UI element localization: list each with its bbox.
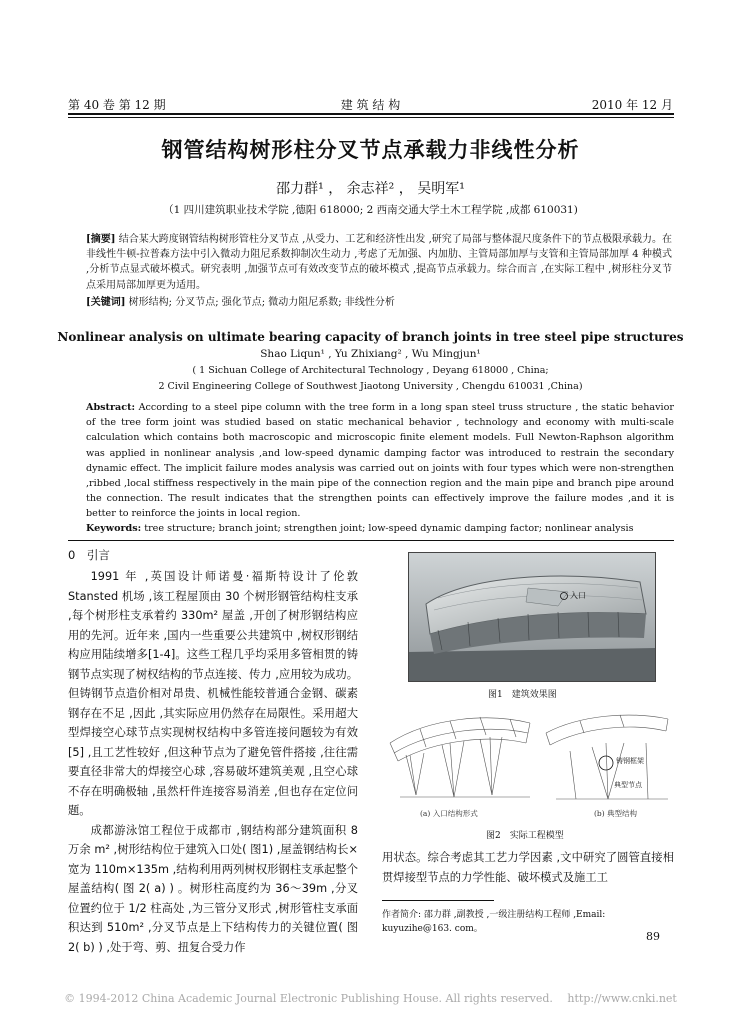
keywords-cn bbox=[86, 293, 672, 308]
body-paragraph-3: 用状态。综合考虑其工艺力学因素 ,文中研究了圆管直接相贯焊接型节点的力学性能、破坏模式及施工工 bbox=[382, 851, 674, 884]
copyright-notice: © 1994-2012 China Academic Journal Electronic Publishing House. All rights reserved. http://www.cnki.net bbox=[64, 992, 677, 1005]
keywords-en-text: tree structure; branch joint; strengthen joint; low-speed dynamic damping factor; nonlinear analysis bbox=[144, 523, 634, 534]
author-footnote: 作者简介: 邵力群 ,副教授 ,一级注册结构工程师 ,Email: kuyuzihe@163. com。 bbox=[382, 910, 606, 934]
body-left-column bbox=[68, 567, 358, 957]
english-title: Nonlinear analysis on ultimate bearing capacity of branch joints in tree steel pipe structures bbox=[57, 330, 684, 344]
figure-1-rendering bbox=[408, 552, 656, 682]
affiliation: （1 四川建筑职业技术学院 ,德阳 618000; 2 西南交通大学土木工程学院 ,成都 610031) bbox=[163, 204, 578, 216]
figure-2-caption: 图2 实际工程模型 bbox=[486, 831, 564, 841]
abstract-en-label: Abstract: bbox=[86, 402, 136, 413]
figure-2-model bbox=[380, 703, 674, 807]
fig2-typical-joint-label: 典型节点 bbox=[614, 781, 642, 789]
english-authors: Shao Liqun¹ , Yu Zhixiang² , Wu Mingjun¹ bbox=[260, 348, 481, 360]
paper-title: 钢管结构树形柱分叉节点承载力非线性分析 bbox=[161, 138, 580, 162]
body-paragraph-1: 1991 年 ,英国设计师诺曼·福斯特设计了伦敦 Stansted 机场 ,该工程屋顶由 30 个树形钢管结构柱支承 ,每个树形柱支承着约 330m² 屋盖 ,开创了树形钢结构应用的先河。近年来 ,国内一些重要公共建筑中 ,树权形钢结构应用陆续增多[1-4]。这些工程几乎均采用多管相贯的铸钢节点实现了树权结构的节点连接、传力 ,应用较为成功。但铸钢节点造价相对昂贵、机械性能较普通合金钢、碳素钢存在不足 ,因此 ,其实际应用仍然存在局限性。采用超大型焊接空心球节点实现树权结构中多管连接问题较为有效[5] ,且工艺性较好 ,但这种节点为了避免管件搭接 ,往往需要直径非常大的焊接空心球 ,容易破坏建筑美观 ,且空心球不存在明确极轴 ,虽然杆件连接容易消差 ,但也存在定位问题。 bbox=[68, 570, 358, 817]
keywords-en-label: Keywords: bbox=[86, 523, 142, 534]
keywords-cn-label: [关键词] bbox=[86, 297, 126, 308]
body-paragraph-2: 成都游泳馆工程位于成都市 ,钢结构部分建筑面积 8 万余 m² ,树形结构位于建筑入口处( 图1) ,屋盖钢结构长×宽为 110m×135m ,结构利用两列树权形钢柱支承起整个屋盖结构( 图 2( a) ) 。树形柱高度约为 36～39m ,分叉位置约位于 1/2 柱高处 ,为三管分叉形式 ,树形管柱支承面积达到 510m² ,分叉节点是上下结构传力的关键位置( 图 2( b) ) ,处于弯、剪、扭复合受力作 bbox=[68, 823, 358, 954]
page-number: 89 bbox=[646, 930, 660, 943]
figure-2a-subcaption: (a) 入口结构形式 bbox=[420, 809, 478, 818]
header-date: 2010 年 12 月 bbox=[591, 98, 673, 112]
body-right-column bbox=[382, 848, 674, 887]
english-affiliation-1: ( 1 Sichuan College of Architectural Technology , Deyang 618000 , China; bbox=[192, 365, 549, 376]
typical-joint-marker-icon bbox=[599, 756, 613, 770]
header-volume: 第 40 卷 第 12 期 bbox=[68, 98, 166, 112]
figure-2b-subcaption: (b) 典型结构 bbox=[594, 809, 638, 818]
section-heading-introduction: 0 引言 bbox=[68, 548, 110, 562]
abstract-cn-text: 结合某大跨度钢管结构树形管柱分叉节点 ,从受力、工艺和经济性出发 ,研究了局部与整体混尺度条件下的节点极限承载力。在非线性牛顿-拉普森方法中引入微动力阻尼系数抑制次生动力 ,考虑了无加强、内加肋、主管局部加厚与支管和主管局部加厚 4 种模式 ,分析节点显式破坏模式。研究表明 ,加强节点可有效改变节点的破坏模式 ,提高节点承载力。综合而言 ,在实际工程中 ,树形柱分叉节点采用局部加厚更为适用。 bbox=[86, 234, 673, 291]
abstract-cn bbox=[86, 232, 672, 293]
header-journal: 建 筑 结 构 bbox=[340, 98, 401, 112]
header-rule-thin bbox=[68, 117, 674, 118]
abstract-en bbox=[86, 400, 674, 522]
english-affiliation-2: 2 Civil Engineering College of Southwest Jiaotong University , Chengdu 610031 ,China) bbox=[158, 381, 583, 392]
fig2-frame-label: 铸钢框架 bbox=[616, 757, 644, 765]
fig1-entrance-label: 入口 bbox=[570, 591, 586, 600]
figure-1-caption: 图1 建筑效果图 bbox=[488, 690, 557, 700]
abstract-en-text: According to a steel pipe column with the tree form in a long span steel truss structure , the static behavior of the tree form joint was studied based on static mechanical behavior , technology and economy with multi-scale calculation which contains both macroscopic and microscopic finite element models. Full Newton-Raphson algorithm was applied in nonlinear analysis ,and low-speed dynamic damping factor was introduced to restrain the secondary dynamic effect. The implicit failure modes analysis was carried out on joints with four types which were non-strengthen ,ribbed ,local stiffness respectively in the main pipe of the connection region and the main pipe and branch pipe around the connection. The result indicates that the strengthen points can effectively improve the failure modes ,and it is better to reinforce the joints in local region. bbox=[86, 402, 674, 520]
abstract-cn-label: [摘要] bbox=[86, 234, 116, 245]
author-list: 邵力群¹ ， 余志祥² ， 吴明军¹ bbox=[276, 181, 465, 197]
keywords-cn-text: 树形结构; 分叉节点; 强化节点; 微动力阻尼系数; 非线性分析 bbox=[128, 297, 395, 308]
abstract-rule bbox=[68, 540, 674, 541]
keywords-en bbox=[86, 523, 674, 534]
footnote-rule bbox=[382, 900, 494, 901]
header-rule bbox=[68, 113, 674, 115]
